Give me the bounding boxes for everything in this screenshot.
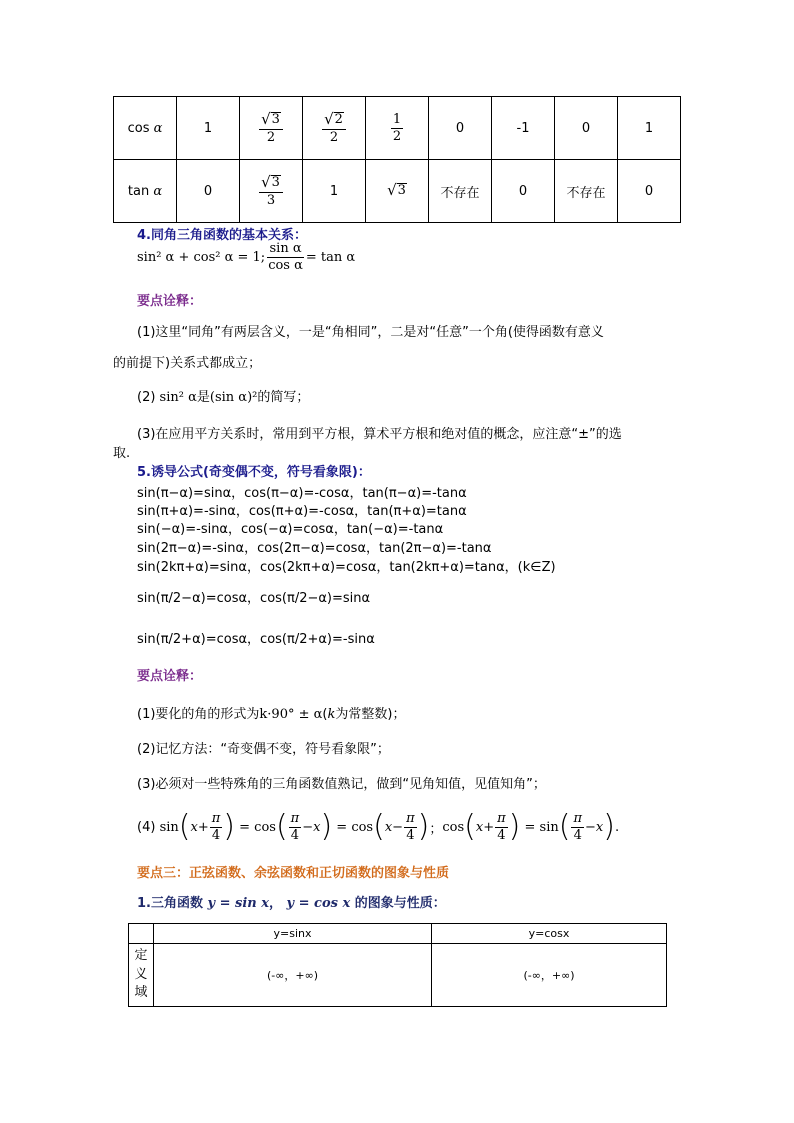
header-corner xyxy=(129,924,154,944)
cell: 0 xyxy=(618,160,681,223)
induction-line-2: sin(π+α)=-sinα，cos(π+α)=-cosα，tan(π+α)=tanα xyxy=(137,504,467,519)
cell-sqrt3: √ 3 xyxy=(366,160,429,223)
cell: 0 xyxy=(429,97,492,160)
cell-not-exist: 不存在 xyxy=(555,160,618,223)
induction-line-1: sin(π−α)=sinα，cos(π−α)=-cosα，tan(π−α)=-tanα xyxy=(137,486,467,501)
sub-1-title: 1.三角函数 y = sin x， y = cos x 的图象与性质： xyxy=(137,896,446,911)
cell: 0 xyxy=(555,97,618,160)
table-row-tan xyxy=(114,160,681,223)
row-label-tan: tan α xyxy=(114,160,177,223)
row-label-cos: cos α xyxy=(114,97,177,160)
domain-sinx: (-∞，+∞) xyxy=(154,944,432,1007)
cell-frac-sqrt3-3: √ 3 3 xyxy=(240,160,303,223)
sin-cos-properties-table xyxy=(128,923,667,1007)
ratio-identity-fraction: $\frac{\text{sin α}}{\text{cos α}}$ xyxy=(268,241,303,273)
cell: 1 xyxy=(618,97,681,160)
cell: 0 xyxy=(492,160,555,223)
note2-2: (2)记忆方法：“奇变偶不变，符号看象限”； xyxy=(137,742,390,757)
table-row-cos xyxy=(114,97,681,160)
key-point-3-title: 要点三：正弦函数、余弦函数和正切函数的图象与性质 xyxy=(137,866,450,881)
induction-line-4: sin(2π−α)=-sinα，cos(2π−α)=cosα，tan(2π−α)=-tanα xyxy=(137,541,492,556)
note2-4-formula: (4) sin ( x + $\frac{\pi}{4}$ ) = cos ( $\frac{\pi}{4}$ − x ) = cos ( x − $\frac{\pi}{4}$ ) ； cos ( x + $\frac{\pi}{4}$ ) = sin ( $\frac{\pi}{4}$ − x ) . xyxy=(137,809,620,844)
cell: -1 xyxy=(492,97,555,160)
domain-cosx: (-∞，+∞) xyxy=(432,944,667,1007)
cell-frac-1-2: $\frac{1}{2}$ xyxy=(366,97,429,160)
cell: 1 xyxy=(177,97,240,160)
induction-line-3: sin(−α)=-sinα，cos(−α)=cosα，tan(−α)=-tanα xyxy=(137,522,444,537)
note-title-2: 要点诠释： xyxy=(137,669,203,684)
ratio-identity-rhs: = tan α xyxy=(305,249,356,265)
section-4-title: 4.同角三角函数的基本关系： xyxy=(137,228,307,243)
pythag-identity: sin² α + cos² α = 1; xyxy=(137,249,266,265)
note-3-line-1: (3)在应用平方关系时，常用到平方根，算术平方根和绝对值的概念，应注意“±”的选 xyxy=(137,427,622,442)
cell-frac-sqrt2-2: √ 2 2 xyxy=(303,97,366,160)
note2-3: (3)必须对一些特殊角的三角函数值熟记，做到“见角知值，见值知角”； xyxy=(137,777,546,792)
note-1-line-2: 的前提下)关系式都成立； xyxy=(113,356,262,371)
row-label-domain: 定 义 域 xyxy=(129,944,154,1007)
basic-relations-formula xyxy=(137,242,355,272)
trig-values-table xyxy=(113,96,681,223)
section-5-title: 5.诱导公式(奇变偶不变，符号看象限)： xyxy=(137,465,371,480)
induction-half-pi-minus: sin(π/2−α)=cosα，cos(π/2−α)=sinα xyxy=(137,591,371,606)
cell: 1 xyxy=(303,160,366,223)
note-3-line-2: 取. xyxy=(113,446,131,461)
cell-frac-sqrt3-2: √ 3 2 xyxy=(240,97,303,160)
note2-1: (1)要化的角的形式为k·90° ± α(k为常整数)； xyxy=(137,707,406,722)
table-header-row xyxy=(129,924,667,944)
cell-not-exist: 不存在 xyxy=(429,160,492,223)
header-cosx: y=cosx xyxy=(432,924,667,944)
table-row-domain xyxy=(129,944,667,1007)
header-sinx: y=sinx xyxy=(154,924,432,944)
cell: 0 xyxy=(177,160,240,223)
note-title-1: 要点诠释： xyxy=(137,294,203,309)
induction-line-5: sin(2kπ+α)=sinα，cos(2kπ+α)=cosα，tan(2kπ+α)=tanα，(k∈Z) xyxy=(137,560,556,575)
note-2: (2) sin² α是(sin α)²的简写； xyxy=(137,390,310,405)
induction-half-pi-plus: sin(π/2+α)=cosα，cos(π/2+α)=-sinα xyxy=(137,632,375,647)
note-1-line-1: (1)这里“同角”有两层含义，一是“角相同”，二是对“任意”一个角(使得函数有意义 xyxy=(137,325,604,340)
